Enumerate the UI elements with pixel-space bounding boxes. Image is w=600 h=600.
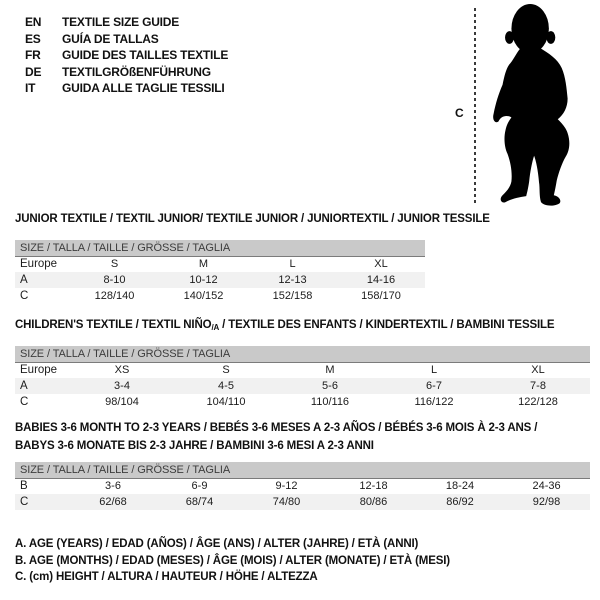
lang-row-en	[25, 14, 228, 31]
size-cell: M	[325, 364, 335, 377]
size-cell: 5-6	[278, 378, 382, 394]
row-label: A	[15, 378, 70, 394]
legend-line-c: C. (cm) HEIGHT / ALTURA / HAUTEUR / HÖHE / ALTEZZA	[15, 571, 318, 583]
size-cell: 6-9	[191, 480, 208, 493]
size-header-bar: SIZE / TALLA / TAILLE / GRÖSSE / TAGLIA	[15, 240, 425, 256]
size-cell: 92/98	[503, 494, 590, 510]
size-cell: 18-24	[445, 480, 475, 493]
size-cell: 68/74	[156, 494, 243, 510]
size-cell: M	[198, 258, 209, 271]
size-cell: 86/92	[417, 494, 503, 510]
lang-code-fr: FR	[25, 48, 41, 63]
children-size-table	[15, 346, 590, 410]
measure-legend	[15, 536, 450, 586]
row-label: C	[15, 494, 70, 510]
size-cell: 122/128	[518, 396, 558, 408]
size-cell: 152/158	[272, 290, 313, 302]
size-cell: 128/140	[94, 290, 135, 302]
junior-table-title: JUNIOR TEXTILE / TEXTIL JUNIOR/ TEXTILE JUNIOR / JUNIORTEXTIL / JUNIOR TESSILE	[15, 213, 490, 225]
table-row	[15, 478, 590, 494]
lang-title-de: TEXTILGRÖßENFÜHRUNG	[62, 64, 211, 79]
lang-row-es	[25, 31, 228, 48]
children-title-prefix: CHILDREN'S TEXTILE / TEXTIL NIÑO	[15, 319, 212, 331]
lang-title-fr: GUIDE DES TAILLES TEXTILE	[62, 48, 229, 63]
size-cell: XL	[531, 364, 545, 377]
height-dashed-line	[474, 8, 476, 206]
row-label: Europe	[20, 364, 58, 377]
size-cell: L	[430, 364, 438, 377]
row-label: C	[20, 290, 29, 302]
table-row	[15, 378, 590, 394]
row-label: Europe	[20, 258, 58, 271]
babies-table-title	[15, 420, 590, 455]
size-cell: 3-6	[105, 480, 121, 493]
toddler-silhouette-image	[488, 2, 594, 209]
size-cell: L	[289, 258, 296, 271]
babies-title-line1: BABIES 3-6 MONTH TO 2-3 YEARS / BEBÉS 3-6 MESES A 2-3 AÑOS / BÉBÉS 3-6 MOIS À 2-3 ANS /	[15, 422, 538, 434]
size-cell: 6-7	[382, 378, 486, 394]
size-cell: 80/86	[330, 494, 417, 510]
lang-row-fr	[25, 47, 228, 64]
children-title-subscript: /A	[211, 323, 220, 332]
lang-title-it: GUIDA ALLE TAGLIE TESSILI	[62, 81, 225, 96]
lang-code-en: EN	[25, 15, 42, 29]
size-cell: 98/104	[105, 396, 139, 408]
legend-line-a: A. AGE (YEARS) / EDAD (AÑOS) / ÂGE (ANS) / ALTER (JAHRE) / ETÀ (ANNI)	[15, 538, 419, 550]
size-cell: XS	[114, 364, 130, 377]
lang-code-de: DE	[25, 64, 42, 79]
junior-size-table	[15, 240, 425, 304]
size-cell: 24-36	[532, 480, 561, 493]
row-label: C	[20, 396, 29, 408]
language-title-list	[25, 14, 228, 97]
size-cell: XL	[374, 258, 388, 271]
row-label: B	[20, 480, 28, 493]
size-cell: 110/116	[310, 396, 350, 408]
size-cell: 10-12	[159, 272, 248, 288]
size-cell: 104/110	[206, 396, 246, 408]
size-cell: S	[222, 364, 230, 377]
size-cell: 4-5	[174, 378, 278, 394]
lang-code-es: ES	[25, 31, 41, 46]
size-header-bar: SIZE / TALLA / TAILLE / GRÖSSE / TAGLIA	[15, 462, 590, 478]
lang-title-en: TEXTILE SIZE GUIDE	[62, 15, 180, 29]
table-row	[15, 288, 425, 304]
measurement-figure	[420, 0, 600, 215]
lang-title-es: GUÍA DE TALLAS	[62, 31, 159, 46]
table-row	[15, 362, 590, 378]
babies-size-table	[15, 462, 590, 510]
size-cell: 3-4	[70, 378, 174, 394]
table-row	[15, 494, 590, 510]
table-row	[15, 256, 425, 272]
size-cell: 158/170	[361, 290, 401, 302]
size-cell: 12-18	[359, 480, 388, 493]
babies-title-line2: BABYS 3-6 MONATE BIS 2-3 JAHRE / BAMBINI 3-6 MESI A 2-3 ANNI	[15, 439, 374, 452]
size-cell: 9-12	[275, 480, 298, 493]
size-cell: 8-10	[70, 272, 159, 288]
row-label: A	[15, 272, 70, 288]
size-cell: 12-13	[248, 272, 337, 288]
size-header-bar: SIZE / TALLA / TAILLE / GRÖSSE / TAGLIA	[15, 346, 590, 362]
lang-row-de	[25, 64, 228, 81]
size-cell: 74/80	[243, 494, 330, 510]
size-cell: 14-16	[337, 272, 425, 288]
table-row	[15, 272, 425, 288]
lang-code-it: IT	[25, 81, 36, 96]
lang-row-it	[25, 80, 228, 97]
children-title-suffix: / TEXTILE DES ENFANTS / KINDERTEXTIL / BAMBINI TESSILE	[219, 319, 555, 331]
size-cell: 140/152	[183, 290, 224, 302]
size-cell: S	[110, 258, 119, 271]
size-cell: 62/68	[70, 494, 156, 510]
legend-line-b: B. AGE (MONTHS) / EDAD (MESES) / ÂGE (MOIS) / ALTER (MONATE) / ETÀ (MESI)	[15, 554, 450, 567]
size-cell: 7-8	[486, 378, 590, 394]
height-measure-label: C	[455, 106, 464, 120]
table-row	[15, 394, 590, 410]
size-cell: 116/122	[414, 396, 454, 408]
children-table-title	[15, 319, 554, 332]
